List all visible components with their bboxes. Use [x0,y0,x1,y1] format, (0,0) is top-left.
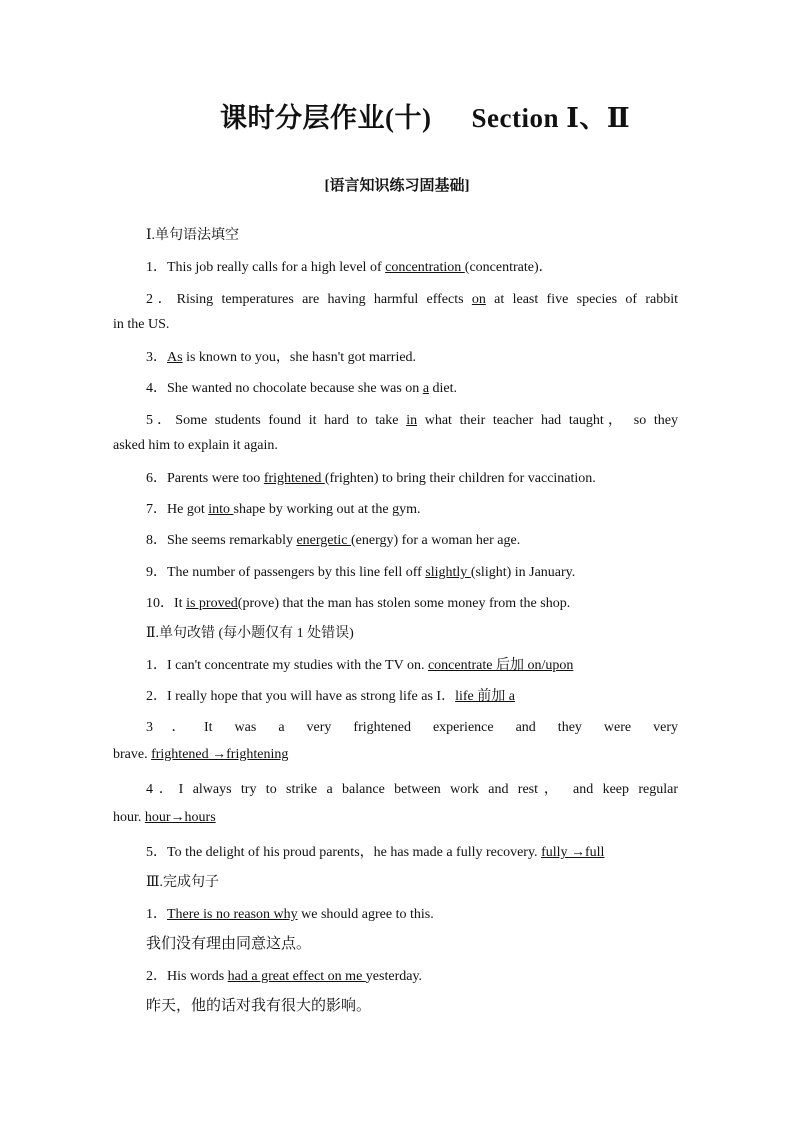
list-item: 4．She wanted no chocolate because she was on a diet. [146,381,458,396]
list-item-continuation: asked him to explain it again. [113,438,278,453]
list-item: 2．His words had a great effect on me yesterday. [146,969,423,984]
list-item: 4．I always try to strike a balance between work and rest， and keep regular [146,782,678,797]
answer: in [406,413,418,428]
answer: energetic [296,533,352,548]
list-item: 2．Rising temperatures are having harmful effects on at least five species of rabbit [146,292,678,307]
title-section: Section Ⅰ、Ⅱ [471,103,631,133]
answer: is proved [186,596,238,611]
list-item: 8．She seems remarkably energetic (energy) for a woman her age. [146,533,521,548]
answer: concentration [385,260,465,275]
chinese-translation: 我们没有理由同意这点。 [146,934,312,952]
list-item: 3．It was a very frightened experience and they were very [146,720,678,735]
answer: fully →full [541,845,605,860]
answer: into [208,502,234,517]
list-item: 5．Some students found it hard to take in what their teacher had taught， so they [146,413,678,428]
answer: frightened [263,471,325,486]
list-item: 1．There is no reason why we should agree to this. [146,907,434,922]
list-item: 1．I can't concentrate my studies with the TV on. concentrate 后加 on/upon [146,658,574,673]
title-chinese: 课时分层作业(十) [220,103,432,133]
answer: hour→hours [144,810,216,825]
answer: life 前加 a [455,689,515,704]
part1-heading: Ⅰ.单句语法填空 [146,228,240,243]
list-item-continuation: hour. hour→hours [113,810,216,825]
page-title [220,96,630,135]
answer: concentrate 后加 on/upon [427,658,574,673]
list-item: 5．To the delight of his proud parents，he has made a fully recovery. fully →full [146,845,605,860]
list-item: 2．I really hope that you will have as strong life as I．life 前加 a [146,689,515,704]
list-item: 7．He got into shape by working out at the gym. [146,502,421,517]
answer: As [167,350,183,365]
list-item-continuation: in the US. [113,317,170,332]
part3-heading: Ⅲ.完成句子 [146,875,220,890]
chinese-translation: 昨天，他的话对我有很大的影响。 [146,996,372,1014]
answer: on [471,292,486,307]
list-item: 1．This job really calls for a high level of concentration (concentrate)． [146,260,553,275]
list-item: 6．Parents were too frightened (frighten) to bring their children for vaccination. [146,471,596,486]
answer: had a great effect on me [227,969,366,984]
answer: There is no reason why [167,907,298,922]
list-item: 3．As is known to you，she hasn't got married. [146,350,417,365]
list-item: 10．It is proved(prove) that the man has stolen some money from the shop. [146,596,571,611]
list-item: 9．The number of passengers by this line fell off slightly (slight) in January. [146,565,576,580]
subtitle: [语言知识练习固基础] [324,178,470,194]
answer: slightly [425,565,471,580]
answer: frightened →frightening [151,747,289,762]
list-item-continuation: brave. frightened →frightening [113,747,289,762]
part2-heading: Ⅱ.单句改错 (每小题仅有 1 处错误) [146,626,354,641]
answer: a [422,381,430,396]
